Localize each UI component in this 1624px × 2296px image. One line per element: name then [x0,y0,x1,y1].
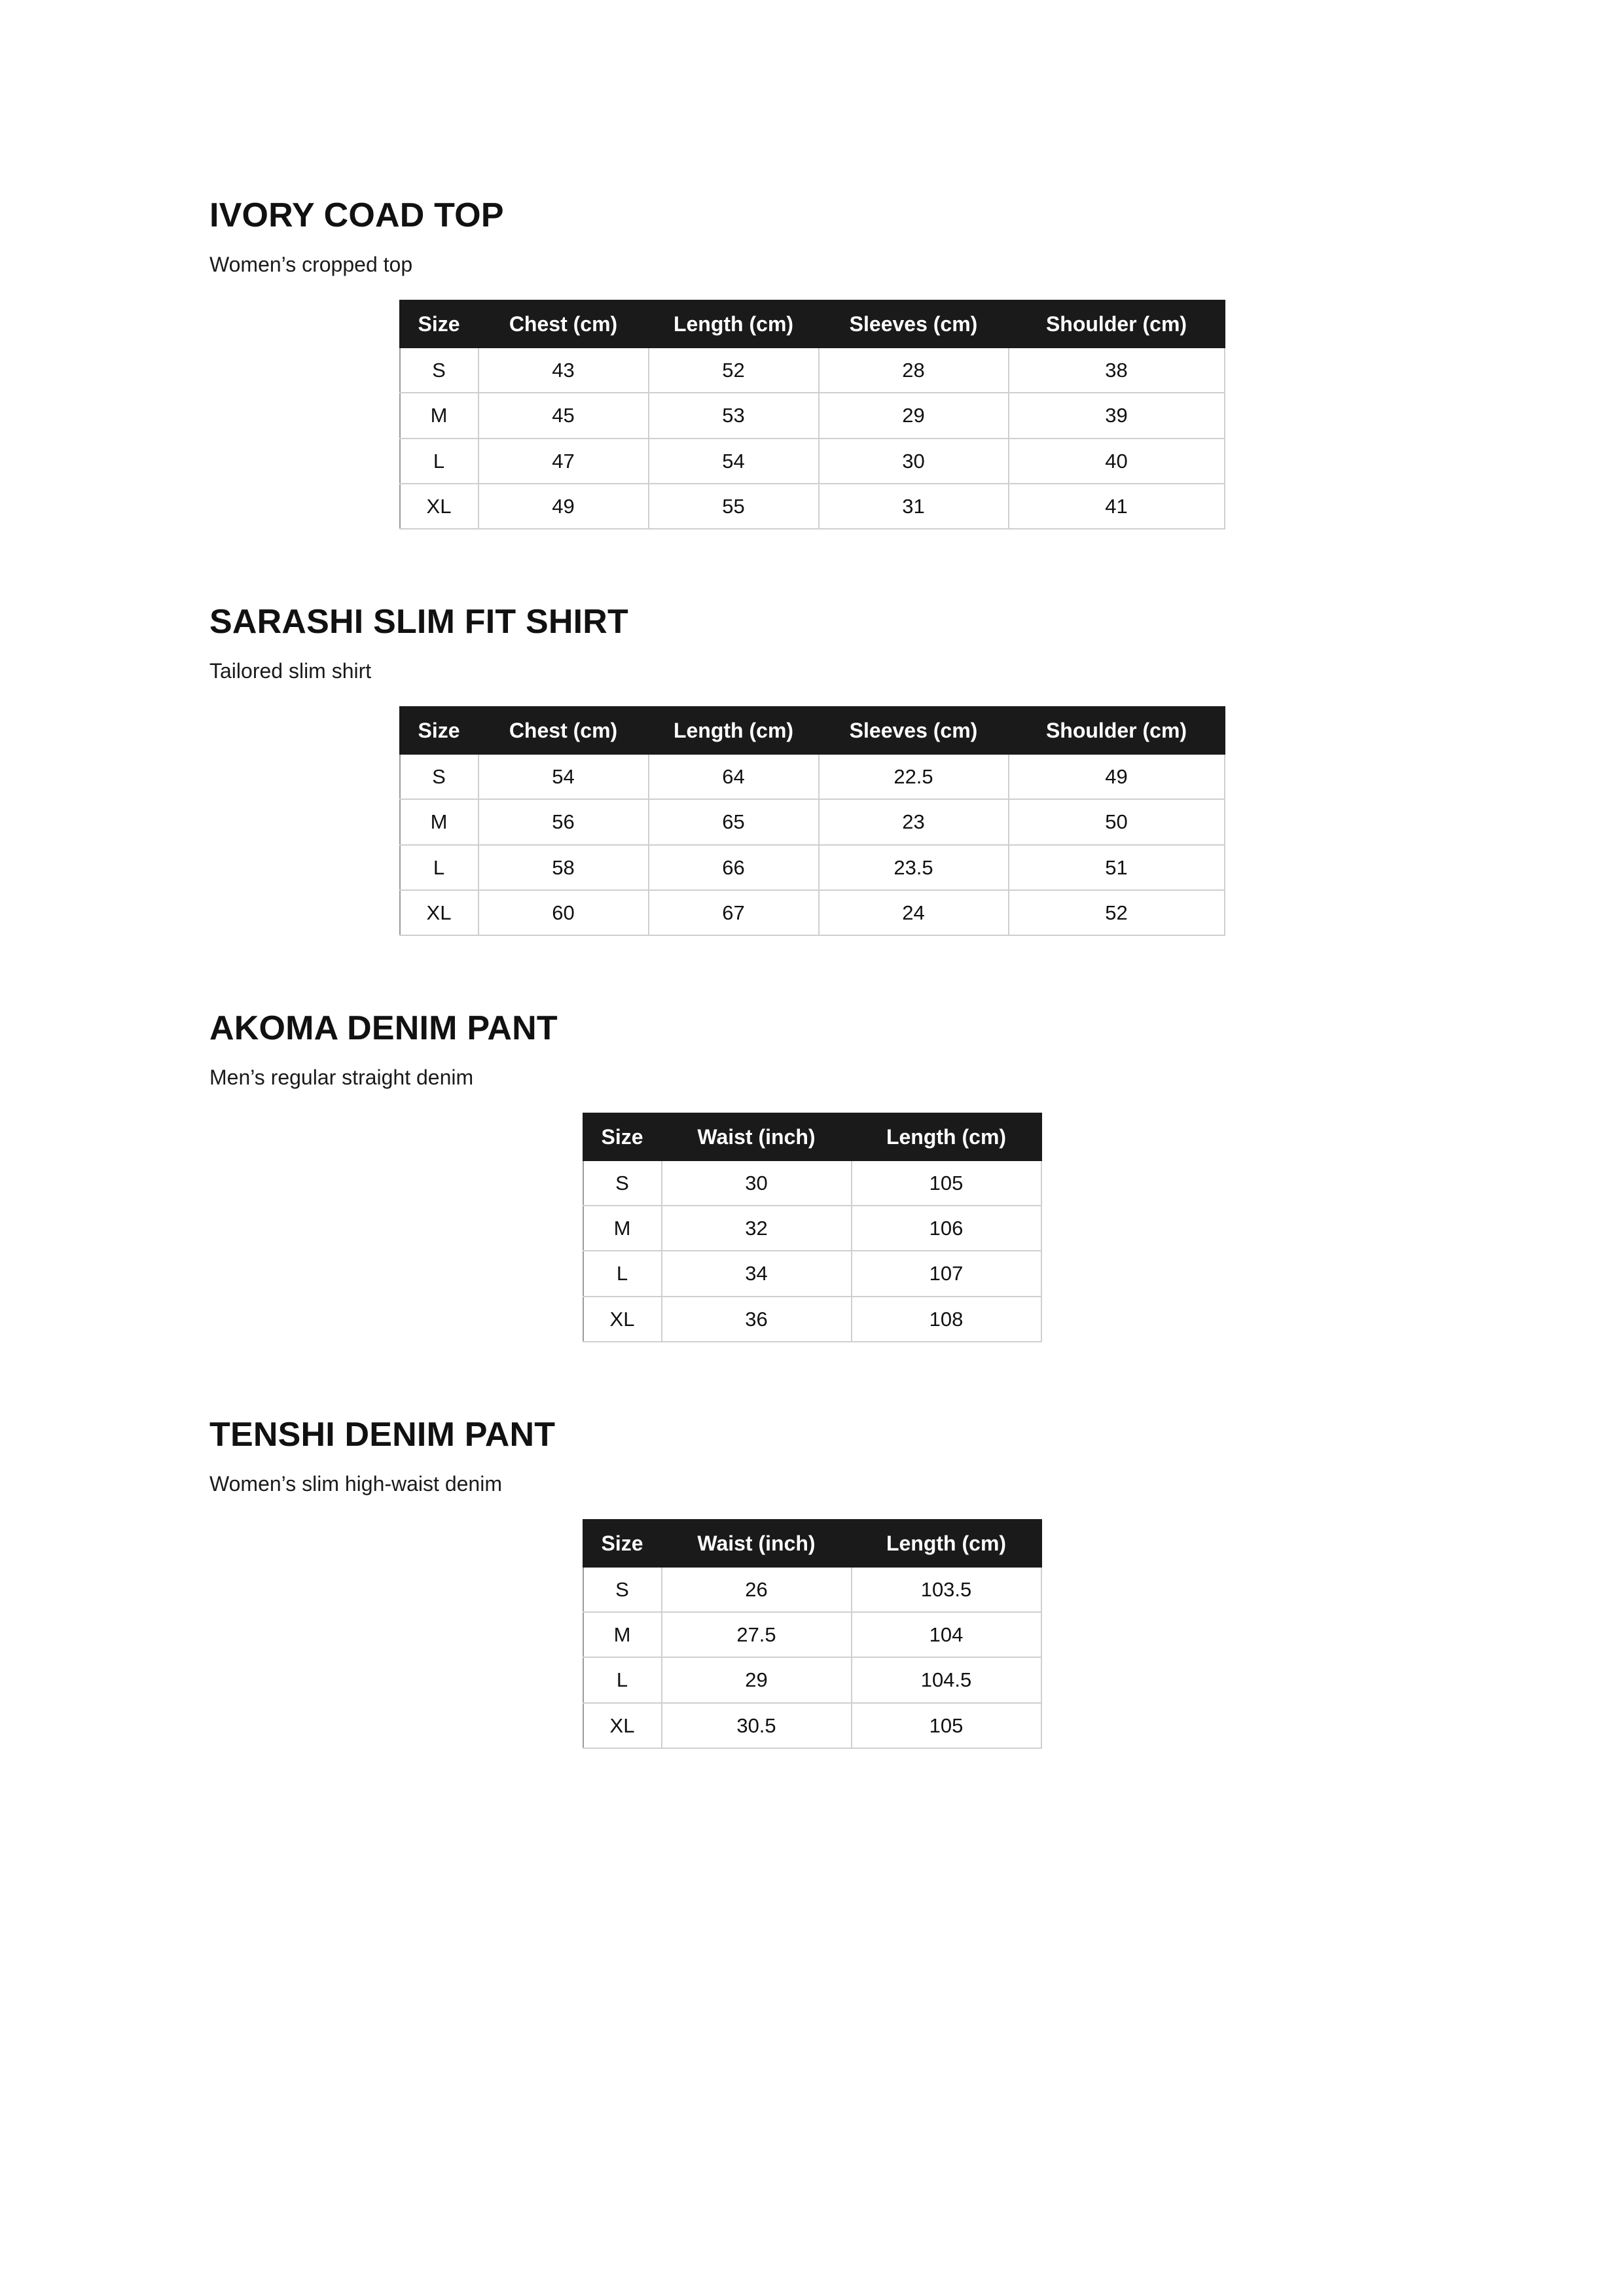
cell-chest: 58 [478,845,649,890]
table-container [209,300,1415,529]
table-row [400,890,1225,935]
column-header-size: Size [400,300,478,348]
cell-length: 67 [649,890,819,935]
cell-waist: 26 [662,1567,852,1612]
cell-shoulder: 39 [1009,393,1225,438]
cell-sleeves: 22.5 [819,754,1009,799]
table-row [583,1206,1041,1251]
product-description: Tailored slim shirt [209,658,372,683]
cell-chest: 47 [478,439,649,484]
column-header-size: Size [583,1113,662,1160]
product-description: Men’s regular straight denim [209,1065,474,1089]
cell-length: 66 [649,845,819,890]
product-section-ivory-coad-top [209,196,1415,529]
cell-size: S [583,1160,662,1206]
cell-length: 52 [649,348,819,393]
table-row [400,393,1225,438]
cell-size: L [400,439,478,484]
cell-sleeves: 23.5 [819,845,1009,890]
cell-waist: 27.5 [662,1612,852,1657]
cell-chest: 49 [478,484,649,529]
product-description: Women’s cropped top [209,252,413,276]
column-header-waist: Waist (inch) [662,1520,852,1567]
table-row [400,845,1225,890]
cell-length: 65 [649,799,819,844]
cell-waist: 32 [662,1206,852,1251]
cell-chest: 60 [478,890,649,935]
table-row [400,754,1225,799]
cell-chest: 43 [478,348,649,393]
cell-chest: 45 [478,393,649,438]
table-container [209,1113,1415,1342]
cell-shoulder: 52 [1009,890,1225,935]
cell-size: L [583,1657,662,1702]
cell-size: XL [400,890,478,935]
size-table [583,1113,1042,1342]
cell-waist: 29 [662,1657,852,1702]
column-header-size: Size [583,1520,662,1567]
cell-size: M [583,1206,662,1251]
cell-sleeves: 24 [819,890,1009,935]
page-title: AKOMA DENIM PANT [209,1009,558,1047]
cell-shoulder: 41 [1009,484,1225,529]
table-row [583,1297,1041,1342]
cell-sleeves: 29 [819,393,1009,438]
cell-length: 108 [852,1297,1041,1342]
size-table [583,1519,1042,1749]
column-header-sleeves: Sleeves (cm) [819,300,1009,348]
cell-length: 104.5 [852,1657,1041,1702]
table-row [583,1160,1041,1206]
product-description: Women’s slim high-waist denim [209,1471,502,1496]
table-row [583,1703,1041,1748]
cell-size: L [400,845,478,890]
table-row [583,1251,1041,1296]
column-header-waist: Waist (inch) [662,1113,852,1160]
column-header-shoulder: Shoulder (cm) [1009,707,1225,754]
table-row [583,1567,1041,1612]
cell-sleeves: 30 [819,439,1009,484]
cell-size: S [583,1567,662,1612]
cell-size: M [400,799,478,844]
column-header-chest: Chest (cm) [478,707,649,754]
column-header-length: Length (cm) [649,707,819,754]
cell-size: M [400,393,478,438]
cell-shoulder: 40 [1009,439,1225,484]
cell-chest: 54 [478,754,649,799]
column-header-length: Length (cm) [852,1113,1041,1160]
column-header-length: Length (cm) [649,300,819,348]
page-title: TENSHI DENIM PANT [209,1415,556,1454]
cell-waist: 30.5 [662,1703,852,1748]
table-row [583,1612,1041,1657]
cell-size: XL [583,1297,662,1342]
cell-size: S [400,754,478,799]
cell-length: 103.5 [852,1567,1041,1612]
table-row [400,484,1225,529]
cell-shoulder: 50 [1009,799,1225,844]
column-header-shoulder: Shoulder (cm) [1009,300,1225,348]
table-row [400,348,1225,393]
cell-sleeves: 28 [819,348,1009,393]
table-header-row [400,707,1225,754]
product-section-akoma-denim-pant [209,1009,1415,1342]
cell-size: XL [400,484,478,529]
cell-shoulder: 51 [1009,845,1225,890]
cell-size: M [583,1612,662,1657]
cell-waist: 34 [662,1251,852,1296]
cell-sleeves: 31 [819,484,1009,529]
cell-length: 54 [649,439,819,484]
cell-length: 55 [649,484,819,529]
product-section-tenshi-denim-pant [209,1416,1415,1749]
product-section-sarashi-slim-fit-shirt [209,603,1415,936]
cell-waist: 30 [662,1160,852,1206]
table-container [209,706,1415,936]
size-table [399,300,1225,529]
column-header-sleeves: Sleeves (cm) [819,707,1009,754]
cell-length: 104 [852,1612,1041,1657]
cell-sleeves: 23 [819,799,1009,844]
cell-length: 105 [852,1703,1041,1748]
table-row [400,799,1225,844]
cell-shoulder: 38 [1009,348,1225,393]
cell-chest: 56 [478,799,649,844]
cell-length: 64 [649,754,819,799]
size-table [399,706,1225,936]
cell-length: 105 [852,1160,1041,1206]
cell-shoulder: 49 [1009,754,1225,799]
cell-length: 53 [649,393,819,438]
cell-size: S [400,348,478,393]
page-title: IVORY COAD TOP [209,196,504,234]
table-row [583,1657,1041,1702]
column-header-size: Size [400,707,478,754]
page-title: SARASHI SLIM FIT SHIRT [209,602,628,641]
table-row [400,439,1225,484]
cell-size: XL [583,1703,662,1748]
cell-size: L [583,1251,662,1296]
table-header-row [400,300,1225,348]
table-container [209,1519,1415,1749]
cell-waist: 36 [662,1297,852,1342]
column-header-length: Length (cm) [852,1520,1041,1567]
table-header-row [583,1520,1041,1567]
cell-length: 106 [852,1206,1041,1251]
cell-length: 107 [852,1251,1041,1296]
table-header-row [583,1113,1041,1160]
column-header-chest: Chest (cm) [478,300,649,348]
